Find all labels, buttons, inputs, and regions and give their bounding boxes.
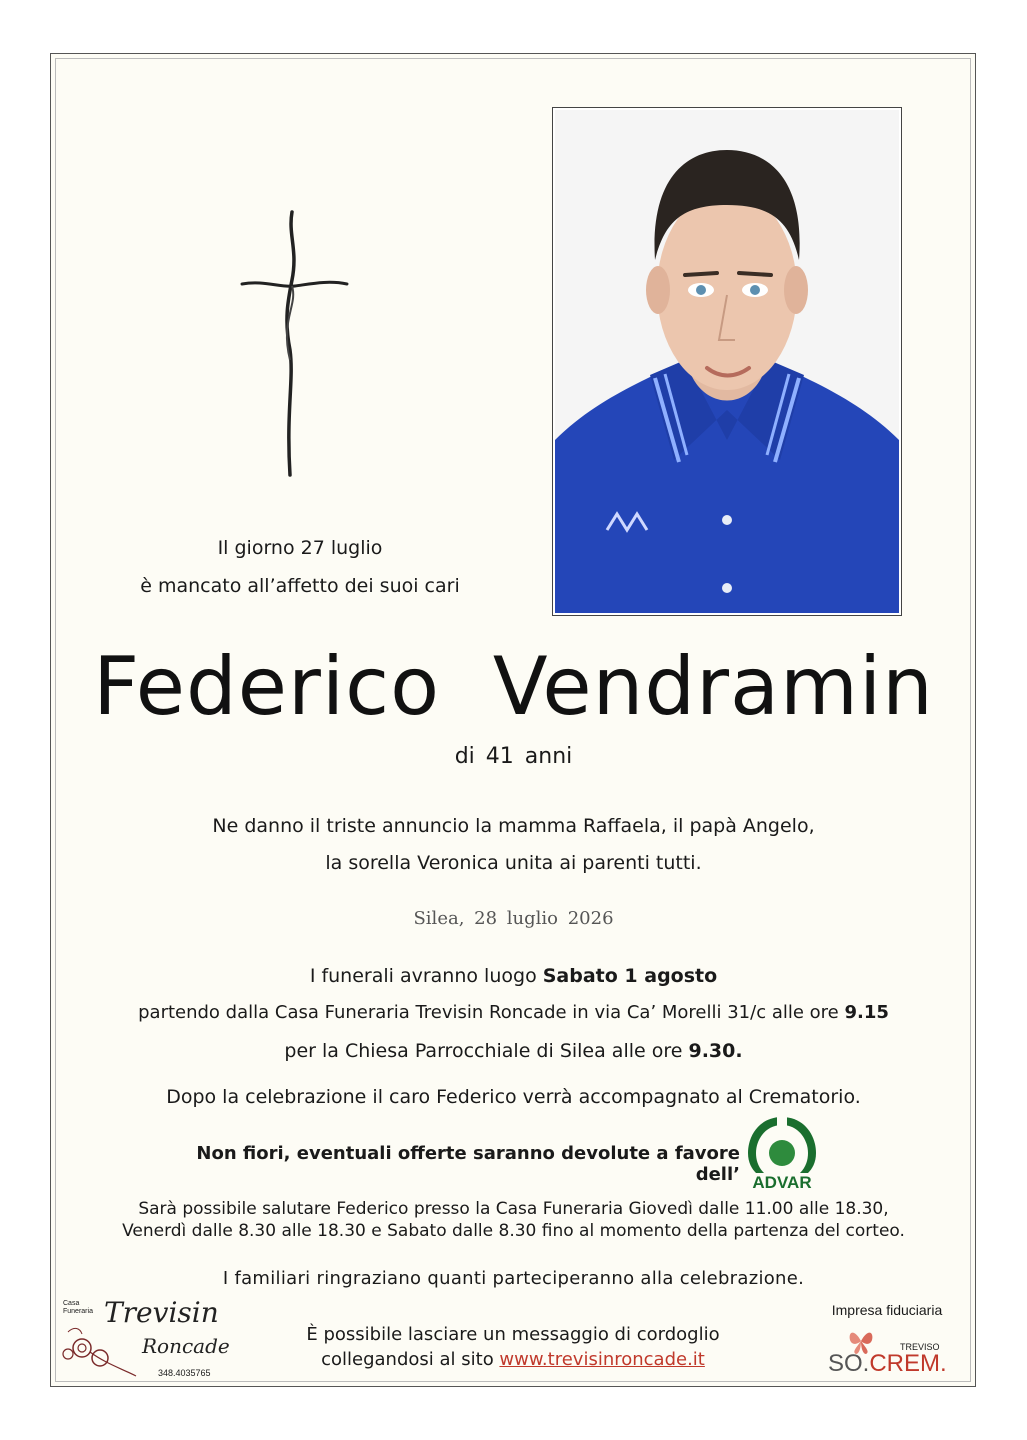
portrait-illustration (555, 110, 899, 613)
socrem-so: SO. (828, 1350, 870, 1377)
socrem-logo (812, 1302, 962, 1382)
funeral-line-3-text: per la Chiesa Parrocchiale di Silea alle ore (284, 1040, 689, 1062)
intro-line-1: Il giorno 27 luglio (217, 537, 383, 559)
announcement-line-2: la sorella Veronica unita ai parenti tutti. (325, 852, 702, 874)
funeral-line-3 (0, 1040, 1027, 1062)
donation-text: Non fiori, eventuali offerte saranno devolute a favore dell’ (196, 1143, 740, 1185)
trevisin-phone: 348.4035765 (158, 1368, 211, 1378)
visiting-line-1: Sarà possibile salutare Federico presso la Casa Funeraria Giovedì dalle 11.00 alle 18.30, (138, 1199, 889, 1219)
deceased-name: Federico Vendramin (93, 640, 934, 733)
trevisin-casa: Casa (63, 1300, 80, 1307)
condolence-line-2-text: collegandosi al sito (321, 1349, 500, 1370)
cross-icon (240, 210, 350, 480)
socrem-wordmark (828, 1350, 947, 1378)
church-time: 9.30. (688, 1040, 743, 1062)
advar-logo-text: ADVAR (752, 1173, 812, 1192)
trevisin-website-link[interactable]: www.trevisinroncade.it (499, 1349, 705, 1370)
intro-line-2: è mancato all’affetto dei suoi cari (140, 575, 460, 597)
funeral-day: Sabato 1 agosto (542, 965, 718, 987)
condolence-line-2 (240, 1347, 786, 1372)
funeral-line-1-text: I funerali avranno luogo (309, 965, 543, 987)
roncade-name: Roncade (142, 1334, 230, 1358)
condolence-line-1: È possibile lasciare un messaggio di cordoglio (306, 1324, 720, 1345)
socrem-crem: CREM. (869, 1350, 947, 1377)
departure-time: 9.15 (844, 1002, 889, 1023)
funeral-line-2-text: partendo dalla Casa Funeraria Trevisin Roncade in via Ca’ Morelli 31/c alle ore (138, 1002, 845, 1023)
place-date: Silea, 28 luglio 2026 (413, 908, 614, 929)
trevisin-name: Trevisin (104, 1296, 219, 1329)
cremation-note: Dopo la celebrazione il caro Federico verrà accompagnato al Crematorio. (166, 1086, 861, 1108)
advar-emblem-icon (744, 1113, 820, 1175)
deceased-age: di 41 anni (454, 744, 573, 769)
socrem-treviso: TREVISO (900, 1342, 940, 1352)
portrait-photo (552, 107, 902, 616)
funeral-line-1 (0, 965, 1027, 987)
announcement-line-1: Ne danno il triste annuncio la mamma Raffaela, il papà Angelo, (212, 815, 815, 837)
impresa-fiduciaria-label: Impresa fiduciaria (831, 1302, 943, 1318)
trevisin-casa-label (63, 1300, 93, 1316)
thanks-line: I familiari ringraziano quanti parteciperanno alla celebrazione. (222, 1268, 805, 1289)
advar-logo (744, 1113, 820, 1195)
funeral-line-2 (0, 1002, 1027, 1023)
condolence-message (240, 1322, 786, 1372)
trevisin-logo (60, 1296, 250, 1382)
visiting-line-2: Venerdì dalle 8.30 alle 18.30 e Sabato dalle 8.30 fino al momento della partenza del corteo. (122, 1221, 905, 1241)
trevisin-funeraria: Funeraria (63, 1308, 93, 1315)
